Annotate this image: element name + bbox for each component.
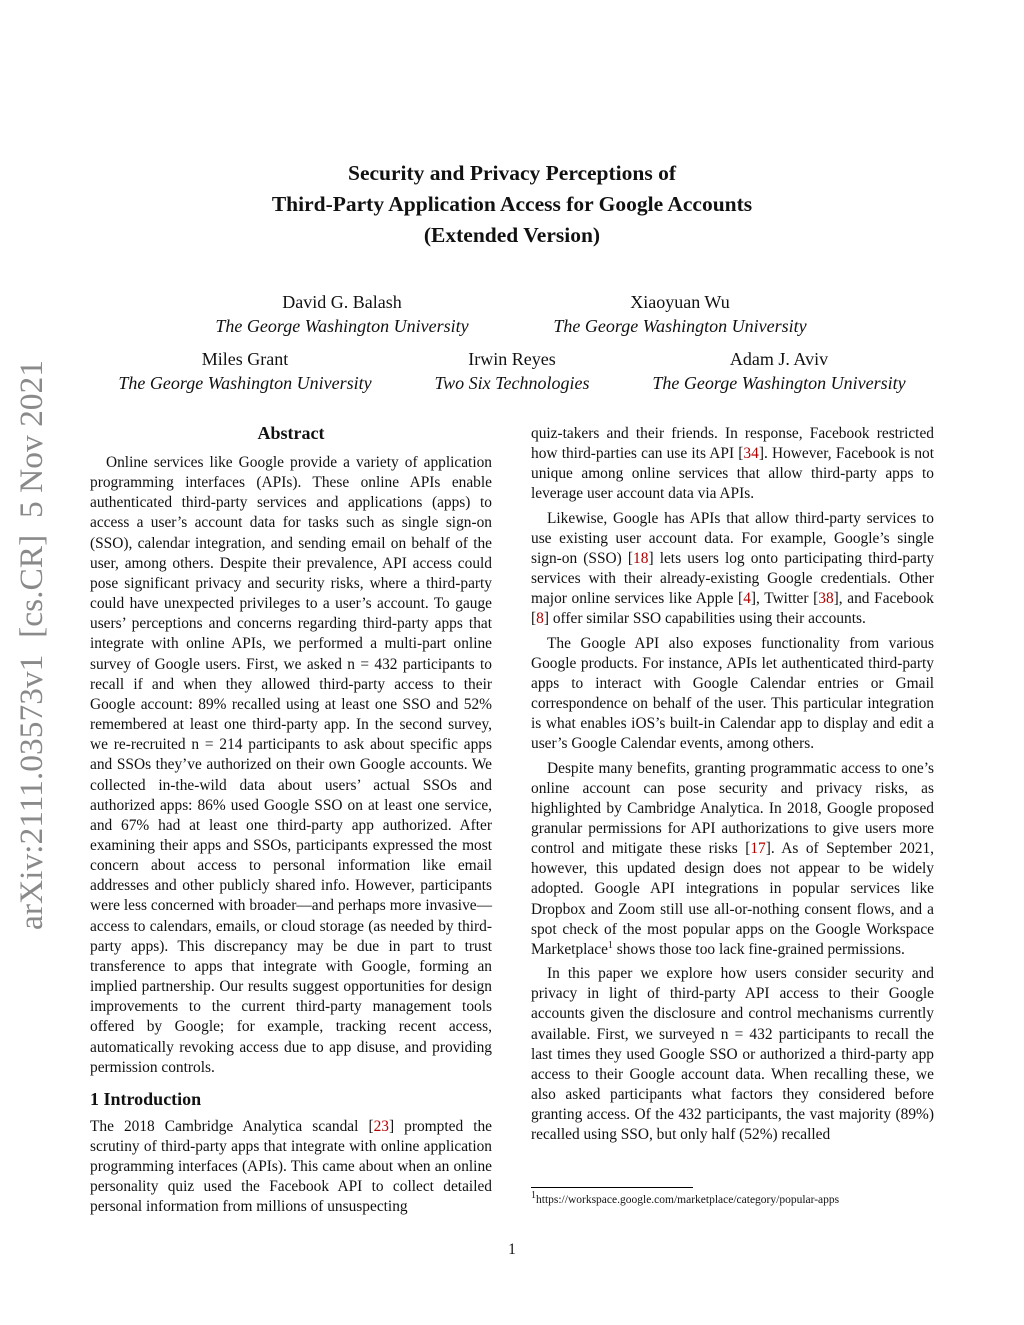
author-name: Irwin Reyes (468, 349, 556, 369)
author-name: Xiaoyuan Wu (630, 292, 730, 312)
author-name: David G. Balash (282, 292, 402, 312)
author-affiliation: The George Washington University (553, 316, 807, 336)
intro-paragraph-1: The 2018 Cambridge Analytica scandal [23] prompted the scrutiny of third-party apps that integrate with online application programming interfaces (APIs). This came about when an online personality quiz used the Facebook API to collect detailed personal information from millions of unsuspecting (90, 1117, 492, 1216)
author-block (95, 347, 395, 395)
intro-paragraph-5: In this paper we explore how users consider security and privacy in light of third-party API access to their Google accounts given the disclosure and control mechanisms currently available. First, we surveyed n = 432 participants to recall the last times they used Google SSO or authorized a third-party app access to their Google account data. When recalling these, we also asked participants what factors they considered before granting access. Of the 432 participants, the vast majority (89%) recalled using SSO, but only half (52%) recalled (531, 965, 934, 1144)
intro-paragraph-4: Despite many benefits, granting programmatic access to one’s online account can pose security and privacy risks, as highlighted by Cambridge Analytica. In 2018, Google proposed granular permissions for API authorizations to give users more control and mitigate these risks [17]. As of September 2021, however, this updated design does not appear to be widely adopted. Google API integrations in popular services like Dropbox and Zoom still use all-or-nothing consent flows, and a spot check of the most popular apps on the Google Workspace Marketplace$^1$ shows those too lack fine-grained permissions. (531, 759, 935, 958)
citation-link[interactable]: 4 (743, 590, 751, 608)
author-block (629, 347, 929, 395)
arxiv-identifier (6, 358, 50, 932)
section-heading-introduction: 1 Introduction (90, 1088, 202, 1109)
arxiv-identifier-text: arXiv:2111.03573v1 [cs.CR] 5 Nov 2021 (14, 367, 50, 930)
footnote-marker[interactable]: 1 (607, 939, 613, 951)
author-name: Adam J. Aviv (729, 349, 829, 369)
citation-link[interactable]: 34 (743, 445, 759, 463)
title-line-2: Third-Party Application Access for Google Accounts (271, 192, 753, 216)
title-line-3: (Extended Version) (423, 223, 601, 247)
footnote (531, 1192, 839, 1208)
intro-paragraph-3: The Google API also exposes functionality from various Google products. For instance, APIs let authenticated third-party apps to interact with Google Calendar entries or Gmail correspondence on behalf of the user. This particular integration is what enables iOS’s built-in Calendar app to display and edit a user’s Google Calendar events, among others. (531, 634, 934, 753)
title-line-1: Security and Privacy Perceptions of (347, 161, 677, 185)
intro-paragraph-1-continued: quiz-takers and their friends. In response, Facebook restricted how third-parties can use its API [34]. However, Facebook is not unique among online services that allow third-party apps to leverage user account data via APIs. (531, 425, 934, 503)
author-block (192, 290, 492, 338)
author-affiliation: The George Washington University (215, 316, 469, 336)
author-affiliation: Two Six Technologies (434, 373, 590, 393)
citation-link[interactable]: 8 (536, 610, 544, 628)
paper-title (0, 158, 1024, 251)
author-block (530, 290, 830, 338)
citation-link[interactable]: 38 (818, 590, 834, 608)
intro-paragraph-2: Likewise, Google has APIs that allow third-party services to use existing user account data. For example, Google’s single sign-on (SSO) [18] lets users log onto participating third-party services with their already-existing Google credentials. Other major online services like Apple [4], Twitter [38], and Facebook [8] offer similar SSO capabilities using their accounts. (531, 509, 934, 628)
author-name: Miles Grant (201, 349, 289, 369)
citation-link[interactable]: 18 (633, 549, 649, 567)
abstract-heading: Abstract (257, 423, 325, 443)
left-column (90, 421, 492, 1218)
author-affiliation: The George Washington University (118, 373, 372, 393)
abstract-text: Online services like Google provide a variety of application programming interfaces (APIs). These online APIs enable authenticated third-party services and applications (apps) to access a user’s account data for tasks such as single sign-on (SSO), calendar integration, and sending email on behalf of the user, among others. Despite their prevalence, API access could pose significant privacy and security risks, where a third-party could have unexpected privileges to a user’s account. To gauge users’ perceptions and concerns regarding third-party apps that integrate with online APIs, we performed a multi-part online survey of Google users. First, we asked n = 432 participants to recall if and when they allowed third-party access to their Google account: 89% recalled using at least one SSO and 52% remembered at least one third-party app. In the second survey, we re-recruited n = 214 participants to ask about specific apps and SSOs they’ve authorized on their own Google accounts. We collected in-the-wild data about users’ actual SSOs and authorized apps: 86% used Google SSO on at least one service, and 67% had at least one third-party app authorized. After examining their apps and SSOs, participants expressed the most concern about access to personal information like email addresses and other publicly shared info. However, participants were less concerned with broader—and perhaps more invasive—access to calendars, emails, or cloud storage (as needed by third-party apps). This discrepancy may be due in part to trust transference to apps that integrate with Google, forming an implied partnership. Our results suggest opportunities for design improvements to the current third-party management tools offered by Google; for example, tracking recent access, automatically revoking access due to app disuse, and providing permission controls. (90, 454, 492, 1076)
author-block (412, 347, 612, 395)
footnote-rule (531, 1187, 693, 1188)
citation-link[interactable]: 23 (373, 1117, 389, 1135)
author-affiliation: The George Washington University (652, 373, 906, 393)
page-number: 1 (508, 1241, 516, 1258)
footnote-url[interactable]: https://workspace.google.com/marketplace/category/popular-apps (536, 1194, 840, 1206)
citation-link[interactable]: 17 (750, 840, 766, 858)
footnote-mark: 1 (531, 1190, 536, 1202)
right-column (531, 424, 934, 1145)
